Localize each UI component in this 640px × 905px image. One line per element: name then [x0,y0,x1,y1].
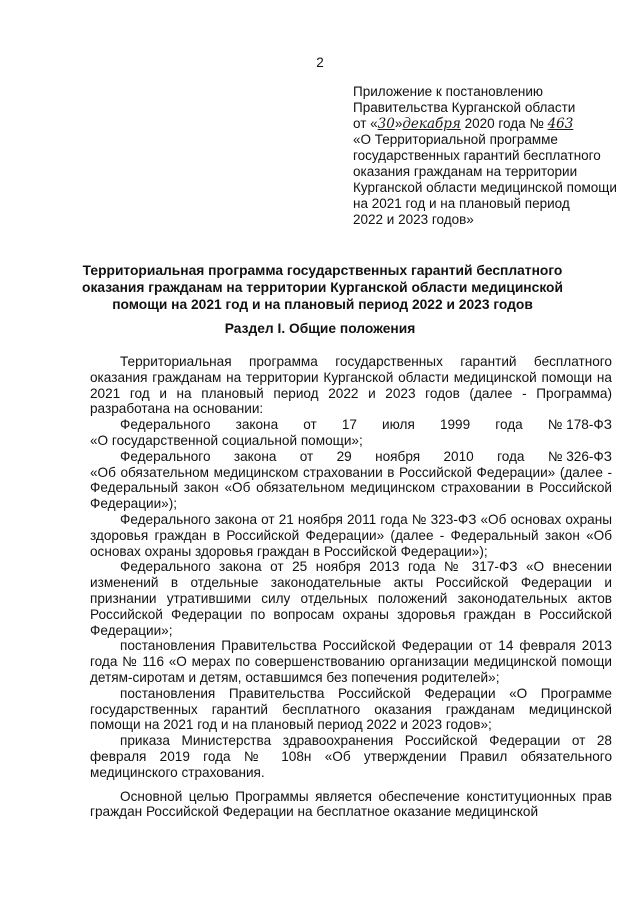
page-number: 2 [316,55,324,70]
date-year-text: 2020 года № [460,116,548,131]
word: № 326-ФЗ [547,448,612,464]
word: Федерального [120,417,211,433]
intro-paragraph: Территориальная программа государственных гарантий бесплатного оказания гражданам на территории Курганской области медицинской помощи на 2021 год и на плановый период 2022 и 2023 годов (далее - Программа) разработана на основании: [90,354,612,417]
word: июля [382,417,415,433]
order-paragraph: приказа Министерства здравоохранения Российской Федерации от 28 февраля 2019 года № 108н «Об утверждении Правил обязательного медицинского страхования. [90,733,612,780]
word: 2010 [443,448,474,464]
word: № 178-ФЗ [547,417,612,433]
resolution-1-paragraph: постановления Правительства Российской Федерации от 14 февраля 2013 года № 116 «О мерах по совершенствованию организации медицинской помощи детям-сиротам и детям, оставшимся без попечения родителей»; [90,638,612,685]
appendix-program-line: Курганской области медицинской помощи [353,180,617,195]
law-3-paragraph: Федерального закона от 21 ноября 2011 года № 323-ФЗ «Об основах охраны здоровья граждан в Российской Федерации» (далее - Федеральный закон «Об основах охраны здоровья граждан в Российской Федерации»); [90,511,612,559]
appendix-line-2: Правительства Курганской области [353,100,576,115]
section-title: Раздел I. Общие положения [224,321,416,336]
appendix-program-line: государственных гарантий бесплатного [353,148,601,163]
date-day-handwritten: 30 [377,116,395,132]
law-2-first-line [90,449,612,465]
appendix-date-line [353,116,623,132]
appendix-program-line: на 2021 год и на плановый период [353,196,570,211]
law-1-first-line [90,417,612,433]
word: закона [233,448,277,464]
word: 29 [336,448,352,464]
date-month-handwritten: декабря [402,116,461,132]
word: года [495,417,523,433]
goal-paragraph: Основной целью Программы является обеспечение конституционных прав граждан Российской Федерации на бесплатное оказание медицинской [90,788,612,820]
date-prefix: от « [353,116,378,131]
word: Федерального [120,448,211,464]
law-2-continuation: «Об обязательном медицинском страховании в Российской Федерации» (далее - Федеральный закон «Об обязательном медицинском страховании в Российской Федерации»); [90,464,612,512]
resolution-number-handwritten: 463 [547,116,574,132]
word: ноября [375,448,421,464]
appendix-program-line: 2022 и 2023 годов» [353,212,474,227]
word: 1999 [439,417,471,433]
resolution-2-paragraph: постановления Правительства Российской Федерации «О Программе государственных гарантий бесплатного оказания гражданам медицинской помощи на 2021 год и на плановый период 2022 и 2023 годов»; [90,685,612,733]
word: 17 [341,417,357,433]
appendix-block [353,84,623,228]
appendix-line-1: Приложение к постановлению [353,84,544,99]
document-body [90,354,612,820]
appendix-program-line: оказания гражданам на территории [353,164,578,179]
law-4-paragraph: Федерального закона от 25 ноября 2013 года № 317-ФЗ «О внесении изменений в отдельные законодательные акты Российской Федерации и признании утратившими силу отдельных положений законодательных актов Российской Федерации по вопросам охраны здоровья граждан в Российской Федерации»; [90,559,612,638]
document-title: Территориальная программа государственных гарантий бесплатного оказания гражданам на территории Курганской области медицинской помощи на 2021 год и на плановый период 2022 и 2023 годов [82,263,563,312]
word: от [303,417,317,433]
date-mid: » [394,116,403,131]
law-1-continuation: «О государственной социальной помощи»; [90,432,363,448]
word: года [497,448,525,464]
word: от [299,448,314,464]
word: закона [235,417,279,433]
appendix-program-line: «О Территориальной программе [353,132,558,147]
